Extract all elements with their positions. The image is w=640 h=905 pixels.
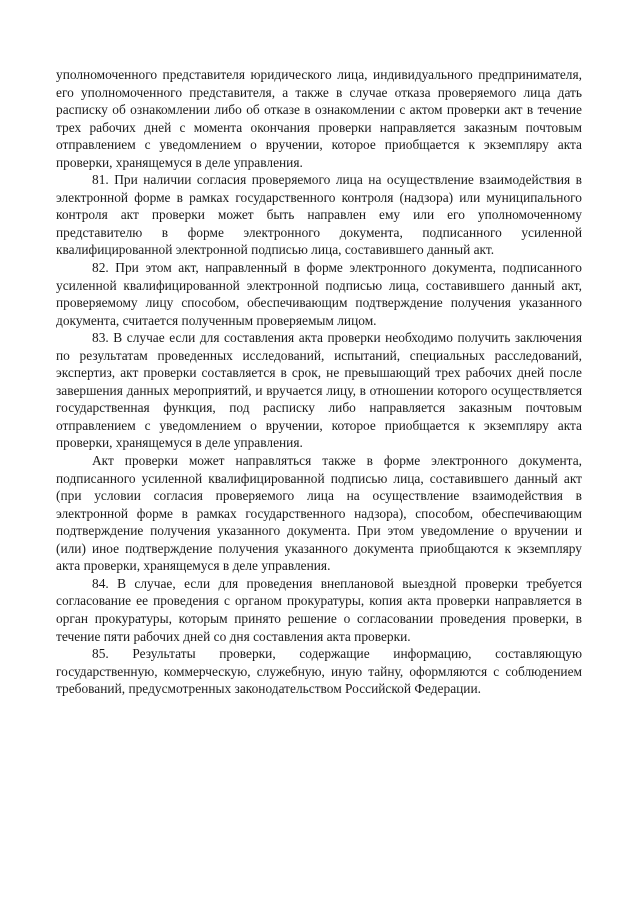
paragraph-clause-83: 83. В случае если для составления акта проверки необходимо получить заключения по результатам проведенных исследований, испытаний, специальных расследований, экспертиз, акт проверки составляется в срок, не превышающий трех рабочих дней после завершения данных мероприятий, и вручается лицу, в отношении которого осуществляется государственная функция, под расписку либо направляется заказным почтовым отправлением с уведомлением о вручении, которое приобщается к экземпляру акта проверки, хранящемуся в деле управления.	[56, 330, 582, 451]
paragraph-clause-83-electronic: Акт проверки может направляться также в форме электронного документа, подписанного усиленной квалифицированной подписью лица, составившего данный акт (при условии согласия проверяемого лица на осуществление взаимодействия в электронной форме в рамках государственного надзора), способом, обеспечивающим подтверждение получения указанного документа. При этом уведомление о вручении и (или) иное подтверждение получения указанного документа приобщаются к экземпляру акта проверки, хранящемуся в деле управления.	[56, 453, 582, 574]
paragraph-clause-85: 85. Результаты проверки, содержащие информацию, составляющую государственную, коммерческую, служебную, иную тайну, оформляются с соблюдением требований, предусмотренных законодательством Российской Федерации.	[56, 646, 582, 697]
document-body	[56, 66, 582, 698]
paragraph-continuation: уполномоченного представителя юридического лица, индивидуального предпринимателя, его уполномоченного представителя, а также в случае отказа проверяемого лица дать расписку об ознакомлении либо об отказе в ознакомлении с актом проверки акт в течение трех рабочих дней с момента окончания проверки направляется заказным почтовым отправлением с уведомлением о вручении, которое приобщается к экземпляру акта проверки, хранящемуся в деле управления.	[56, 67, 582, 170]
paragraph-clause-81: 81. При наличии согласия проверяемого лица на осуществление взаимодействия в электронной форме в рамках государственного контроля (надзора) или муниципального контроля акт проверки может быть направлен ему или его уполномоченному представителю в форме электронного документа, подписанного усиленной квалифицированной электронной подписью лица, составившего данный акт.	[56, 172, 582, 258]
paragraph-clause-82: 82. При этом акт, направленный в форме электронного документа, подписанного усиленной квалифицированной электронной подписью лица, составившего данный акт, проверяемому лицу способом, обеспечивающим подтверждение получения указанного документа, считается полученным проверяемым лицом.	[56, 260, 582, 328]
paragraph-clause-84: 84. В случае, если для проведения внеплановой выездной проверки требуется согласование ее проведения с органом прокуратуры, копия акта проверки направляется в орган прокуратуры, которым принято решение о согласовании проведения проверки, в течение пяти рабочих дней со дня составления акта проверки.	[56, 575, 582, 644]
